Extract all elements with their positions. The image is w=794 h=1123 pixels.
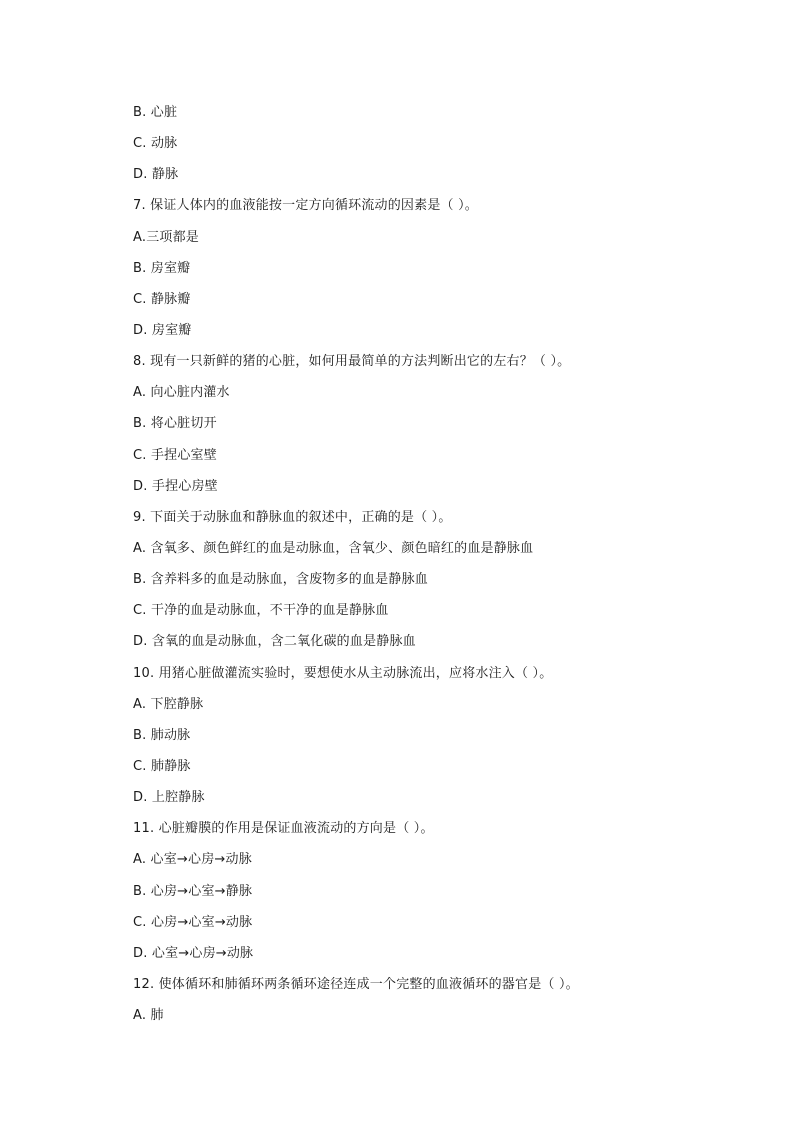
option-d: D. 上腔静脉 <box>133 790 205 806</box>
question-10: 10. 用猪心脏做灌流实验时，要想使水从主动脉流出，应将水注入（ ）。 <box>133 665 553 681</box>
question-12: 12. 使体循环和肺循环两条循环途径连成一个完整的血液循环的器官是（ ）。 <box>133 976 579 992</box>
option-d: D. 手捏心房壁 <box>133 478 218 494</box>
option-d: D. 静脉 <box>133 167 179 183</box>
question-8: 8. 现有一只新鲜的猪的心脏，如何用最简单的方法判断出它的左右？（ ）。 <box>133 354 571 370</box>
question-11: 11. 心脏瓣膜的作用是保证血液流动的方向是（ ）。 <box>133 821 434 837</box>
option-c: C. 动脉 <box>133 136 178 152</box>
option-c: C. 肺静脉 <box>133 758 191 774</box>
option-a: A. 下腔静脉 <box>133 696 204 712</box>
option-c: C. 心房→心室→动脉 <box>133 914 253 930</box>
option-b: B. 心房→心室→静脉 <box>133 883 253 899</box>
option-c: C. 静脉瓣 <box>133 291 191 307</box>
option-a: A. 向心脏内灌水 <box>133 385 230 401</box>
option-b: B. 心脏 <box>133 105 178 120</box>
option-b: B. 房室瓣 <box>133 260 191 276</box>
option-a: A. 肺 <box>133 1008 164 1024</box>
option-a: A.三项都是 <box>133 229 199 245</box>
question-list <box>133 102 734 1036</box>
option-d: D. 房室瓣 <box>133 322 192 338</box>
option-c: C. 手捏心室壁 <box>133 447 217 463</box>
option-d: D. 含氧的血是动脉血，含二氧化碳的血是静脉血 <box>133 634 416 650</box>
option-b: B. 含养料多的血是动脉血，含废物多的血是静脉血 <box>133 572 428 588</box>
option-b: B. 将心脏切开 <box>133 416 217 432</box>
option-c: C. 干净的血是动脉血，不干净的血是静脉血 <box>133 603 389 619</box>
option-b: B. 肺动脉 <box>133 727 191 743</box>
option-d: D. 心室→心房→动脉 <box>133 945 254 961</box>
question-9: 9. 下面关于动脉血和静脉血的叙述中，正确的是（ ）。 <box>133 509 452 525</box>
option-a: A. 心室→心房→动脉 <box>133 852 252 868</box>
option-a: A. 含氧多、颜色鲜红的血是动脉血，含氧少、颜色暗红的血是静脉血 <box>133 540 534 556</box>
question-7: 7. 保证人体内的血液能按一定方向循环流动的因素是（ ）。 <box>133 198 478 214</box>
